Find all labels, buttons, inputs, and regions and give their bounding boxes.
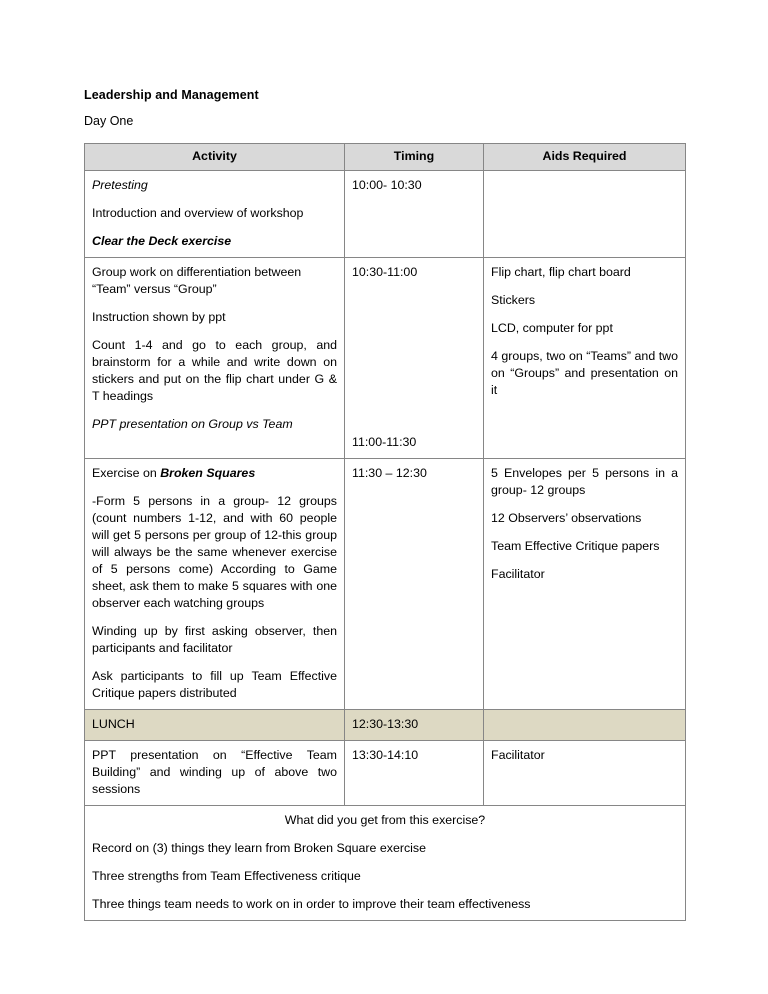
cell-activity-lunch <box>85 710 345 741</box>
activity-line: -Form 5 persons in a group- 12 groups (count numbers 1-12, and with 60 people will get 5 persons per group of 12-this group will always be the same whenever exercise of 5 persons come) According to Game sheet, ask them to make 5 squares with one observer each watching groups <box>92 494 337 610</box>
table-header-row <box>85 144 686 171</box>
aids-line: Facilitator <box>491 567 545 581</box>
cell-timing-lunch <box>345 710 484 741</box>
activity-line: Clear the Deck exercise <box>92 234 232 248</box>
cell-aids-lunch <box>484 710 686 741</box>
activity-line: PPT presentation on Group vs Team <box>92 417 293 431</box>
table-row <box>85 258 686 459</box>
timing-value: 12:30-13:30 <box>352 717 419 731</box>
activity-value: LUNCH <box>92 717 135 731</box>
activity-heading <box>92 465 337 482</box>
timing-value-first: 10:30-11:00 <box>352 265 418 279</box>
activity-line: Introduction and overview of workshop <box>92 206 304 220</box>
timing-value: 10:00- 10:30 <box>352 178 422 192</box>
cell-aids-group-work <box>484 258 686 459</box>
activity-line: Count 1-4 and go to each group, and brainstorm for a while and write down on stickers and put on the flip chart under G & T headings <box>92 338 337 403</box>
cell-timing-ppt-team-building <box>345 741 484 806</box>
cell-activity-pretesting <box>85 171 345 258</box>
cell-timing-broken-squares <box>345 459 484 710</box>
aids-value: Facilitator <box>491 748 545 762</box>
table-row <box>85 741 686 806</box>
timing-value-second: 11:00-11:30 <box>352 435 417 449</box>
timing-value: 13:30-14:10 <box>352 748 419 762</box>
activity-heading-emphasis: Broken Squares <box>160 466 256 480</box>
page-subtitle: Day One <box>84 114 134 128</box>
cell-timing-group-work <box>345 258 484 459</box>
activity-heading-prefix: Exercise on <box>92 466 161 480</box>
activity-value: PPT presentation on “Effective Team Building” and winding up of above two sessions <box>92 748 337 796</box>
table-row-lunch <box>85 710 686 741</box>
summary-point: Three strengths from Team Effectiveness critique <box>92 869 361 883</box>
page-title: Leadership and Management <box>84 88 259 102</box>
activity-line: Group work on differentiation between “Team” versus “Group” <box>92 265 302 296</box>
activity-line: Instruction shown by ppt <box>92 310 226 324</box>
aids-line: 5 Envelopes per 5 persons in a group- 12 groups <box>491 466 678 497</box>
activity-line: Winding up by first asking observer, then participants and facilitator <box>92 624 337 655</box>
aids-line: 4 groups, two on “Teams” and two on “Groups” and presentation on it <box>491 349 678 397</box>
cell-aids-ppt-team-building <box>484 741 686 806</box>
table-row <box>85 459 686 710</box>
cell-activity-broken-squares <box>85 459 345 710</box>
aids-line: Stickers <box>491 293 536 307</box>
aids-line: Flip chart, flip chart board <box>491 265 631 279</box>
cell-aids-broken-squares <box>484 459 686 710</box>
aids-line: LCD, computer for ppt <box>491 321 613 335</box>
cell-activity-ppt-team-building <box>85 741 345 806</box>
aids-line: 12 Observers’ observations <box>491 511 642 525</box>
summary-point: Record on (3) things they learn from Broken Square exercise <box>92 841 427 855</box>
column-header-activity: Activity <box>85 144 345 171</box>
cell-timing-pretesting <box>345 171 484 258</box>
table-row <box>85 171 686 258</box>
schedule-table <box>84 143 686 921</box>
table-row-summary <box>85 806 686 921</box>
activity-line: Ask participants to fill up Team Effective Critique papers distributed <box>92 669 337 700</box>
cell-aids-pretesting <box>484 171 686 258</box>
aids-line: Team Effective Critique papers <box>491 539 660 553</box>
table-header <box>85 144 686 171</box>
summary-question: What did you get from this exercise? <box>284 813 486 827</box>
column-header-timing: Timing <box>345 144 484 171</box>
document-body <box>84 88 685 921</box>
column-header-aids: Aids Required <box>484 144 686 171</box>
activity-line: Pretesting <box>92 178 148 192</box>
table-body <box>85 171 686 921</box>
cell-activity-group-work <box>85 258 345 459</box>
summary-point: Three things team needs to work on in order to improve their team effectiveness <box>92 897 531 911</box>
timing-value: 11:30 – 12:30 <box>352 466 427 480</box>
cell-summary <box>85 806 686 921</box>
